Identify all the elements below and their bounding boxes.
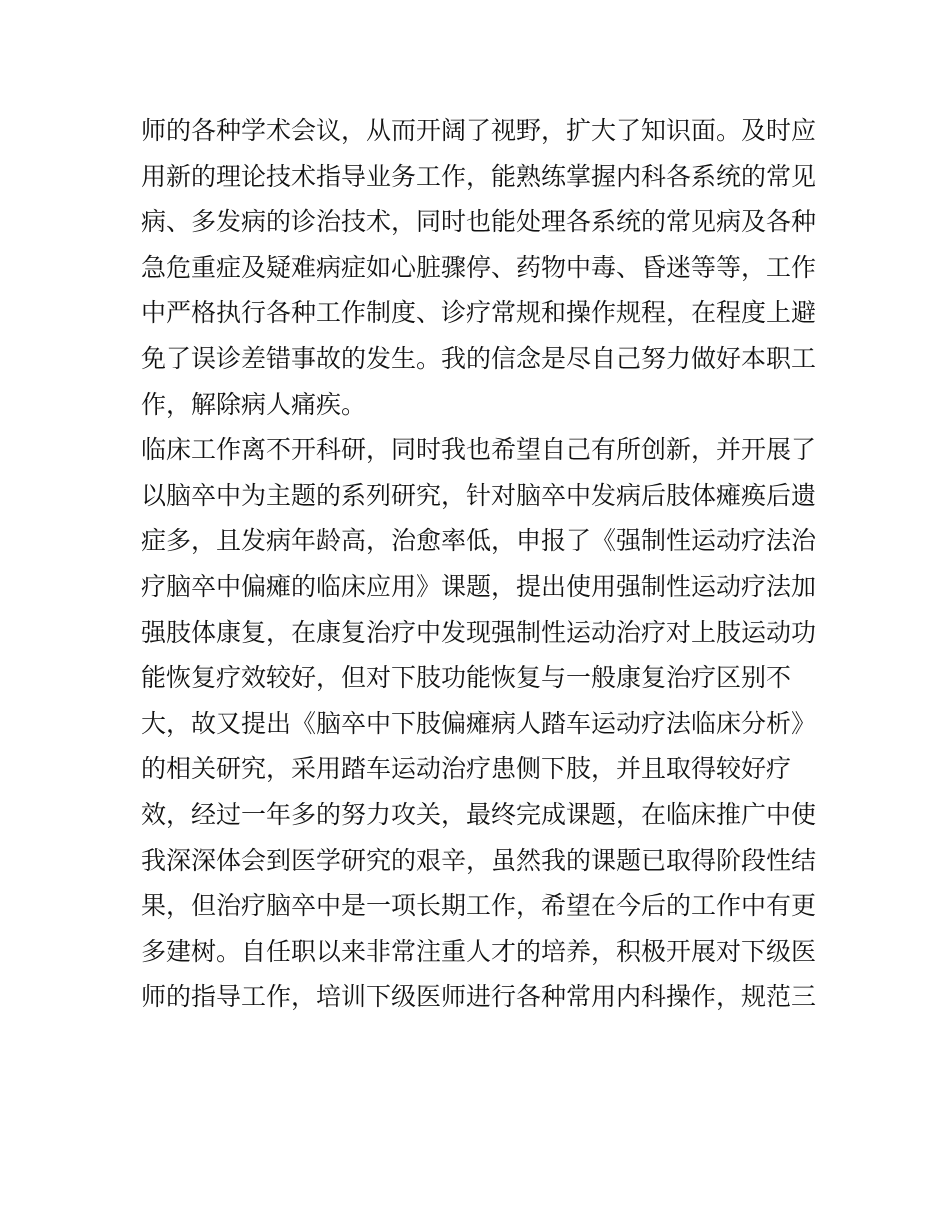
text-line: 多建树。自任职以来非常注重人才的培养，积极开展对下级医	[141, 936, 817, 966]
text-line: 免了误诊差错事故的发生。我的信念是尽自己努力做好本职工	[141, 343, 817, 373]
text-line: 疗脑卒中偏瘫的临床应用》课题，提出使用强制性运动疗法加	[141, 571, 817, 601]
text-line: 作，解除病人痛疾。	[141, 389, 367, 419]
text-line: 急危重症及疑难病症如心脏骤停、药物中毒、昏迷等等，工作	[141, 252, 817, 282]
text-line: 师的指导工作，培训下级医师进行各种常用内科操作，规范三	[141, 982, 817, 1012]
text-line: 的相关研究，采用踏车运动治疗患侧下肢，并且取得较好疗	[141, 754, 792, 784]
text-line: 临床工作离不开科研，同时我也希望自己有所创新，并开展了	[141, 435, 817, 465]
text-line: 强肢体康复，在康复治疗中发现强制性运动治疗对上肢运动功	[141, 617, 817, 647]
text-line: 症多，且发病年龄高，治愈率低，申报了《强制性运动疗法治	[141, 526, 817, 556]
text-line: 大，故又提出《脑卒中下肢偏瘫病人踏车运动疗法临床分析》	[141, 708, 817, 738]
text-line: 效，经过一年多的努力攻关，最终完成课题，在临床推广中使	[141, 799, 817, 829]
text-line: 以脑卒中为主题的系列研究，针对脑卒中发病后肢体瘫痪后遗	[141, 480, 817, 510]
text-line: 病、多发病的诊治技术，同时也能处理各系统的常见病及各种	[141, 207, 817, 237]
text-line: 果，但治疗脑卒中是一项长期工作，希望在今后的工作中有更	[141, 891, 817, 921]
text-line: 用新的理论技术指导业务工作，能熟练掌握内科各系统的常见	[141, 161, 817, 191]
body-text	[141, 108, 821, 1020]
text-line: 中严格执行各种工作制度、诊疗常规和操作规程，在程度上避	[141, 298, 817, 328]
text-line: 我深深体会到医学研究的艰辛，虽然我的课题已取得阶段性结	[141, 845, 817, 875]
text-line: 师的各种学术会议，从而开阔了视野，扩大了知识面。及时应	[141, 116, 817, 145]
text-line: 能恢复疗效较好，但对下肢功能恢复与一般康复治疗区别不	[141, 663, 792, 693]
